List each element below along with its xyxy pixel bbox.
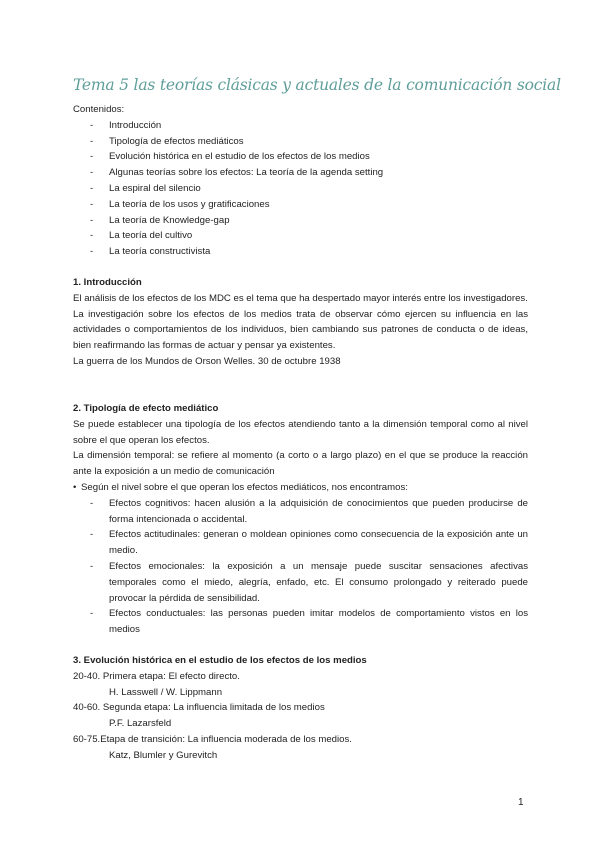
table-of-contents	[73, 102, 528, 260]
contents-item: - La espiral del silencio	[73, 181, 528, 197]
page-number: 1	[518, 797, 524, 808]
stage-authors: P.F. Lazarsfeld	[109, 718, 172, 730]
contents-list	[73, 118, 528, 260]
stage-authors: Katz, Blumler y Gurevitch	[109, 749, 218, 761]
paragraph: Se puede establecer una tipología de los efectos atendiendo tanto a la dimensión temporal como al nivel sobre el que operan los efectos.	[73, 418, 528, 446]
effect-item: - Efectos actitudinales: generan o moldean opiniones como consecuencia de la exposición ante un medio.	[73, 527, 528, 559]
document-title: Tema 5 las teorías clásicas y actuales de la comunicación social	[73, 76, 561, 94]
effect-item: - Efectos emocionales: la exposición a un mensaje puede suscitar sensaciones afectivas temporales como el miedo, alegría, enfado, etc. El consumo prolongado y reiterado puede provocar la pérdida de sensibilidad.	[73, 559, 528, 606]
bullet-item: • Según el nivel sobre el que operan los efectos mediáticos, nos encontramos:	[73, 480, 528, 496]
section-heading: 2. Tipología de efecto mediático	[73, 403, 219, 414]
paragraph: El análisis de los efectos de los MDC es el tema que ha despertado mayor interés entre los investigadores.	[73, 292, 528, 304]
contents-item: - Introducción	[73, 118, 528, 134]
contents-item: - La teoría de los usos y gratificaciones	[73, 197, 528, 213]
section-introduction	[73, 275, 528, 370]
contents-heading: Contenidos:	[73, 104, 125, 115]
section-heading: 3. Evolución histórica en el estudio de los efectos de los medios	[73, 655, 367, 666]
stage-line: 60-75.Etapa de transición: La influencia moderada de los medios.	[73, 733, 352, 745]
contents-item: - La teoría del cultivo	[73, 228, 528, 244]
stage-line: 20-40. Primera etapa: El efecto directo.	[73, 670, 240, 682]
contents-item: - Algunas teorías sobre los efectos: La teoría de la agenda setting	[73, 165, 528, 181]
section-history	[73, 653, 528, 764]
contents-item: - La teoría de Knowledge-gap	[73, 213, 528, 229]
stage-authors: H. Lasswell / W. Lippmann	[109, 686, 223, 698]
stage-line: 40-60. Segunda etapa: La influencia limitada de los medios	[73, 702, 325, 714]
contents-item: - Evolución histórica en el estudio de los efectos de los medios	[73, 149, 528, 165]
effect-item: - Efectos cognitivos: hacen alusión a la adquisición de conocimientos que pueden producirse de forma intencionada o accidental.	[73, 496, 528, 528]
paragraph: La guerra de los Mundos de Orson Welles. 30 de octubre 1938	[73, 355, 341, 367]
section-heading: 1. Introducción	[73, 277, 142, 288]
effect-item: - Efectos conductuales: las personas pueden imitar modelos de comportamiento vistos en los medios	[73, 606, 528, 638]
contents-item: - La teoría constructivista	[73, 244, 528, 260]
contents-item: - Tipología de efectos mediáticos	[73, 134, 528, 150]
paragraph: La dimensión temporal: se refiere al momento (a corto o a largo plazo) en el que se produce la reacción ante la exposición a un medio de comunicación	[73, 450, 528, 478]
paragraph: La investigación sobre los efectos de los medios trata de observar cómo ejercen su influencia en las actividades o comportamientos de los individuos, bien cambiando sus patrones de conducta o de ideas, bien reafirmando las formas de actuar y pensar ya existentes.	[73, 308, 528, 352]
effects-list	[73, 496, 528, 638]
section-typology	[73, 401, 528, 638]
